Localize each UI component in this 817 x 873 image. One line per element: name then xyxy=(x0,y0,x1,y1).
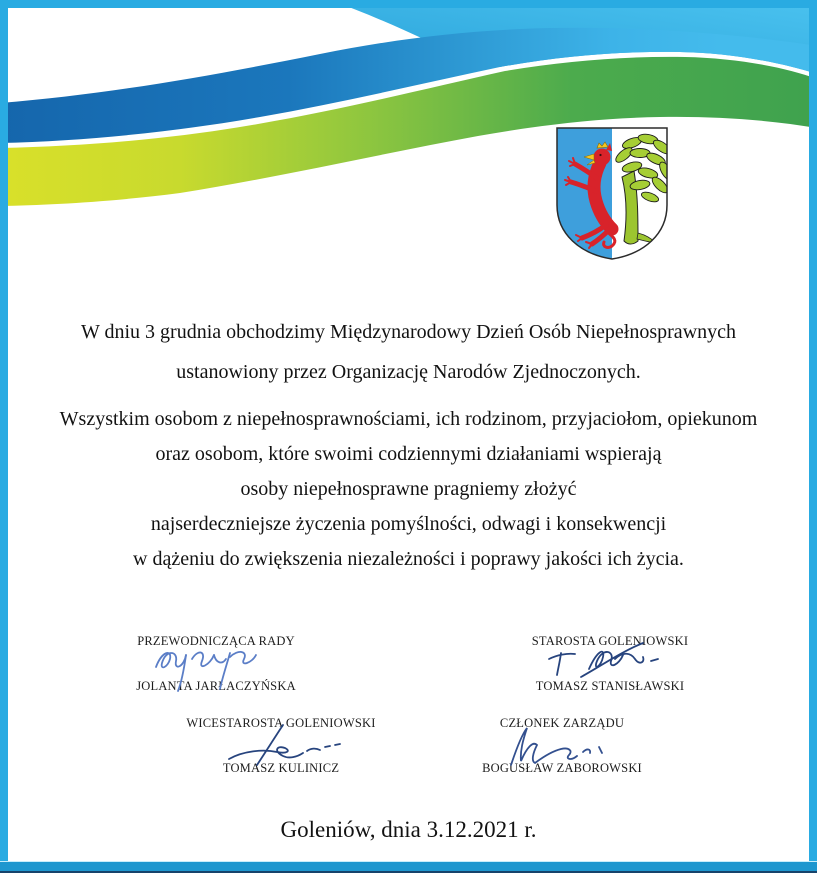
signatory-title: PRZEWODNICZĄCA RADY xyxy=(137,634,295,648)
text-line: W dniu 3 grudnia obchodzimy Międzynarodowy Dzień Osób Niepełnosprawnych xyxy=(80,321,737,343)
signatory-name: TOMASZ KULINICZ xyxy=(222,761,340,775)
text-line: najserdeczniejsze życzenia pomyślności, odwagi i konsekwencji xyxy=(150,513,667,535)
text-line: oraz osobom, które swoimi codziennymi działaniami wspierają xyxy=(155,443,662,465)
signature-ink-icon xyxy=(136,641,296,693)
signature-block-board-member xyxy=(412,715,712,781)
paragraph-wishes xyxy=(28,402,789,577)
signature-block-wicestarosta xyxy=(131,715,431,781)
signature-ink-icon xyxy=(535,641,685,687)
signature-block-starosta xyxy=(460,633,760,699)
signatory-name: TOMASZ STANISŁAWSKI xyxy=(535,679,685,693)
signatory-name: BOGUSŁAW ZABOROWSKI xyxy=(482,761,642,775)
paragraph-intro xyxy=(28,312,789,392)
signatory-title: STAROSTA GOLENIOWSKI xyxy=(531,634,689,648)
signatory-title: WICESTAROSTA GOLENIOWSKI xyxy=(186,716,376,730)
text-line: w dążeniu do zwiększenia niezależności i poprawy jakości ich życia. xyxy=(133,548,684,570)
signature-block-chairwoman xyxy=(66,633,366,699)
text-line: ustanowiony przez Organizację Narodów Zjednoczonych. xyxy=(176,361,641,383)
signatory-title: CZŁONEK ZARZĄDU xyxy=(499,716,625,730)
signature-ink-icon xyxy=(211,723,351,771)
signature-ink-icon xyxy=(487,723,637,771)
header-wave-decoration xyxy=(0,0,817,300)
text-line: Wszystkim osobom z niepełnosprawnościami, ich rodzinom, przyjaciołom, opiekunom xyxy=(59,408,758,430)
coat-of-arms-icon xyxy=(548,121,676,263)
bottom-blue-bar xyxy=(0,862,817,871)
signatory-name: JOLANTA JARŁACZYŃSKA xyxy=(136,679,296,693)
date-line: Goleniów, dnia 3.12.2021 r. xyxy=(280,817,537,842)
text-line: osoby niepełnosprawne pragniemy złożyć xyxy=(240,478,577,500)
